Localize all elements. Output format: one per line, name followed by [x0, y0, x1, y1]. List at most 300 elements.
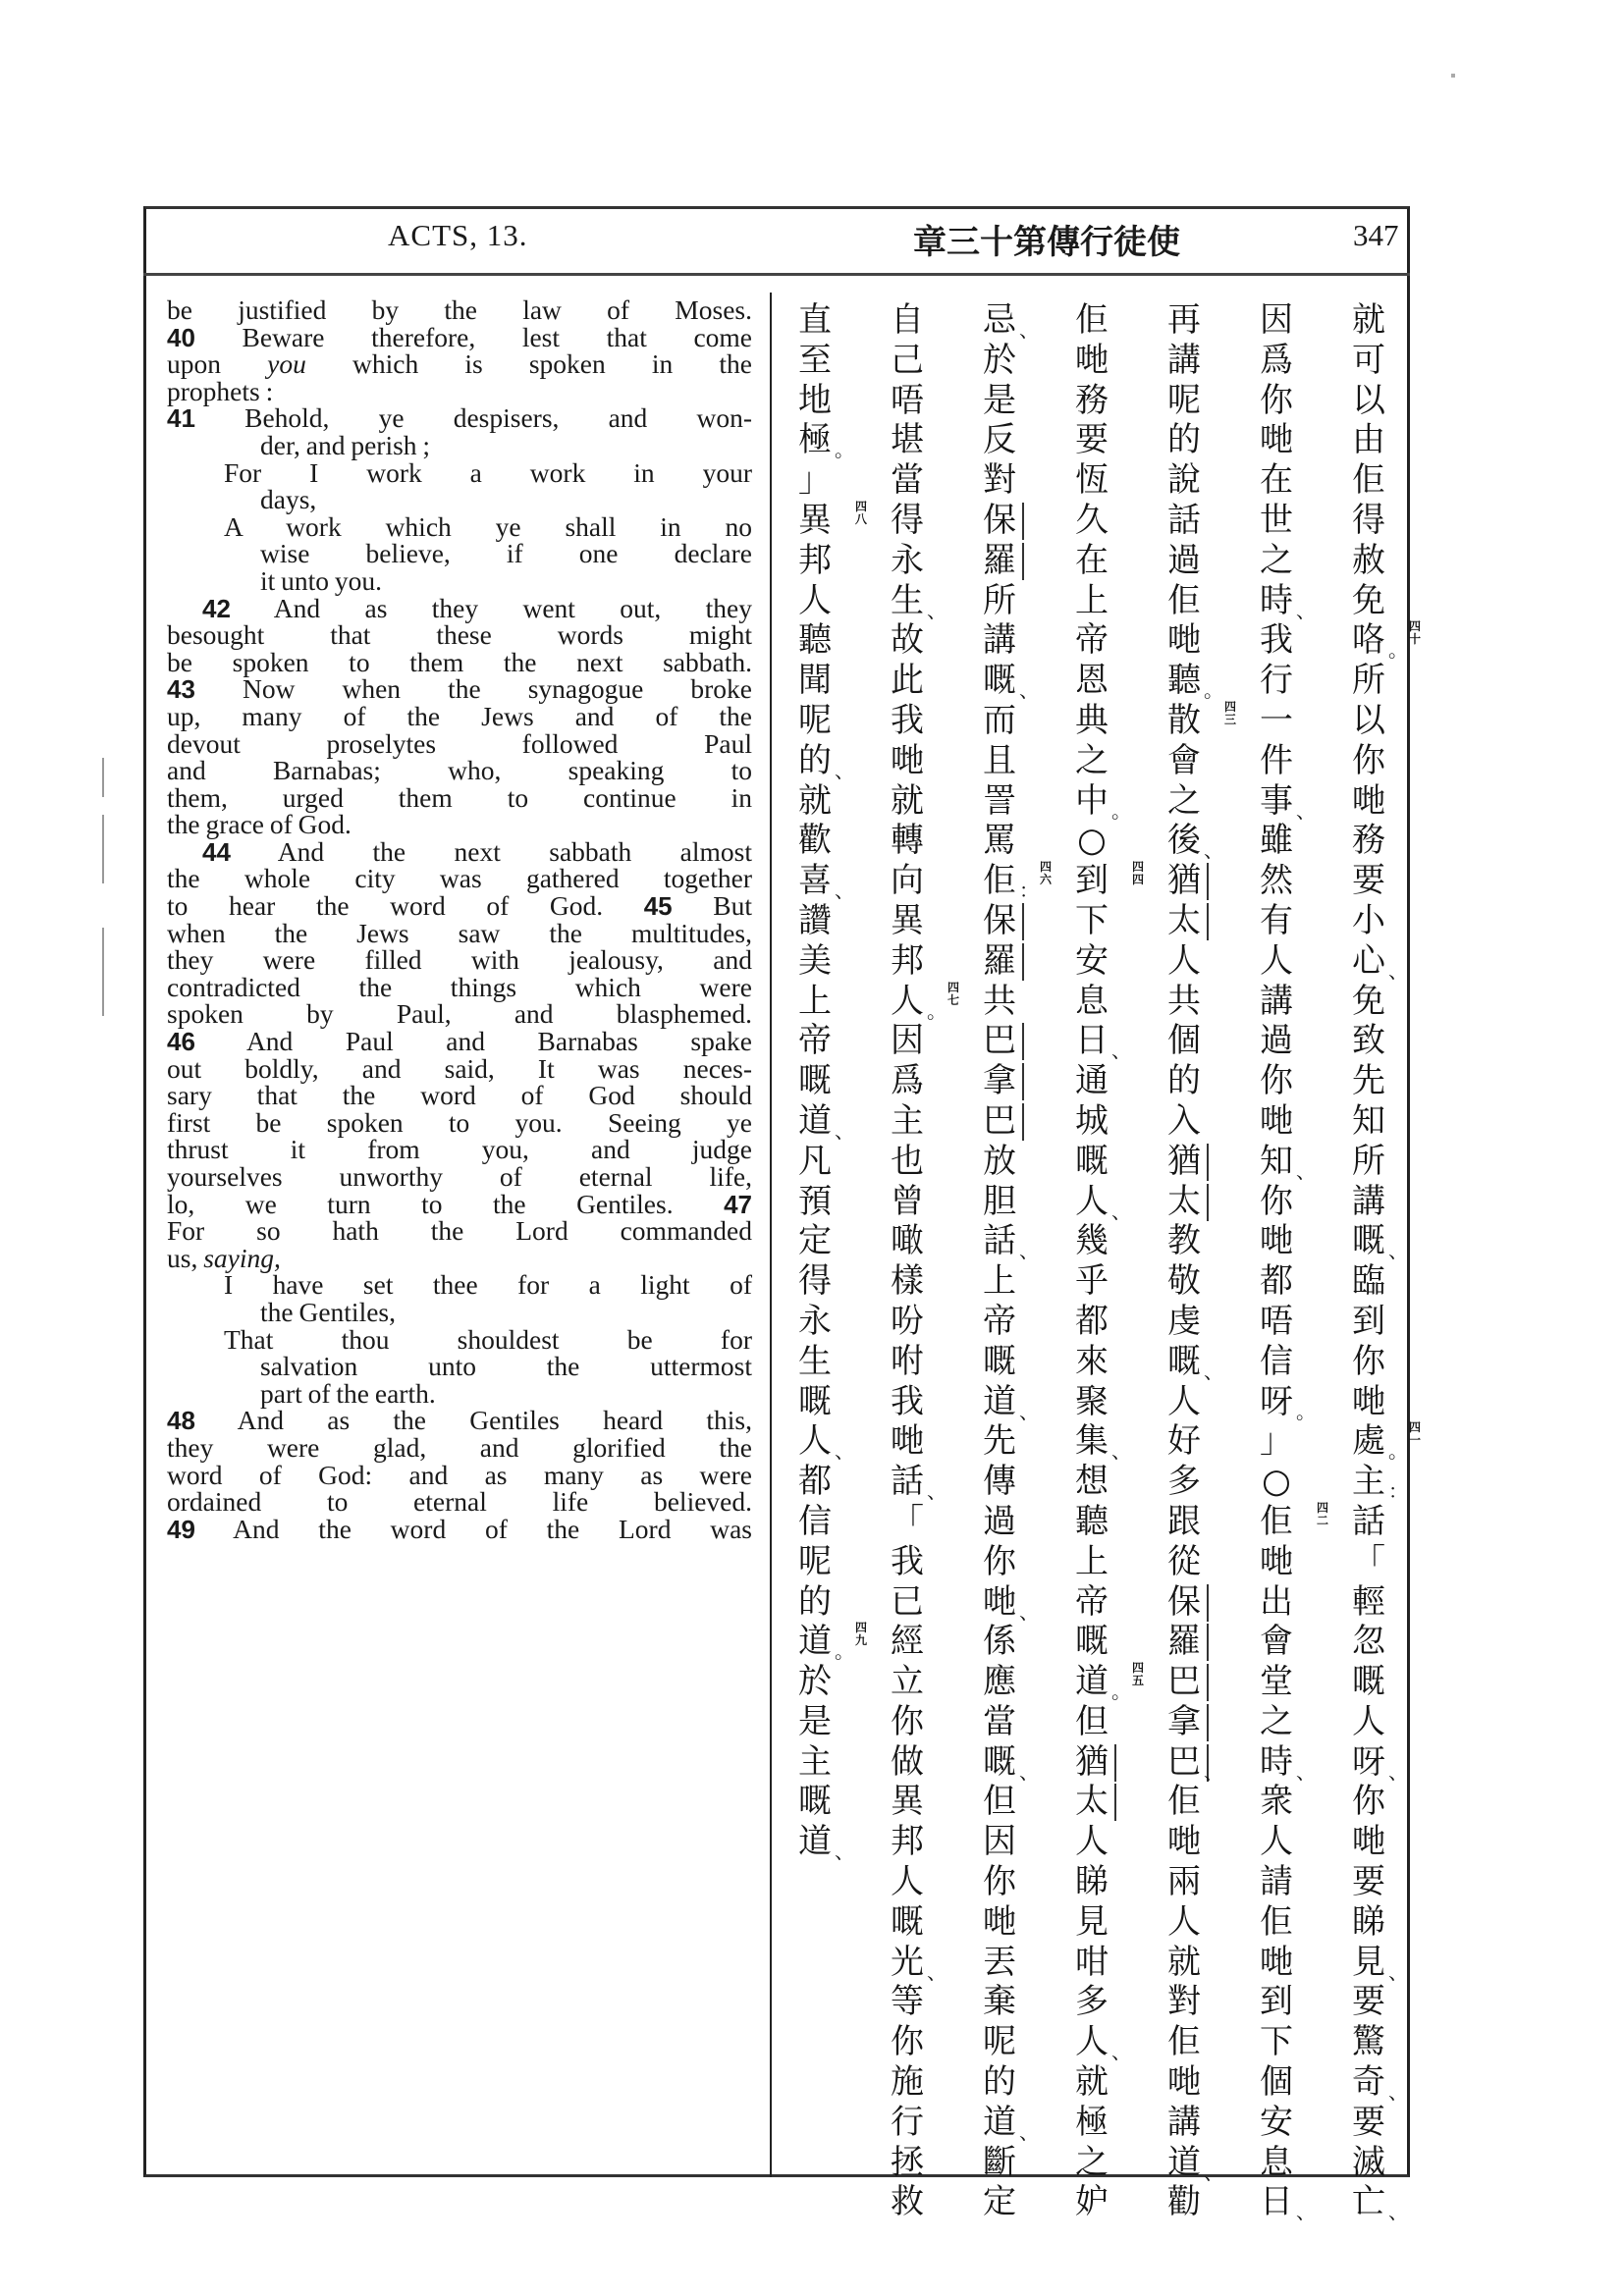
chinese-char	[1347, 1942, 1408, 1984]
chinese-char	[886, 1662, 929, 1702]
chinese-char	[793, 1462, 837, 1502]
glyph: 件	[1260, 740, 1293, 780]
text-run: first be spoken to you. Seeing ye	[167, 1106, 752, 1138]
verse-number-chinese: 四五	[1131, 1661, 1144, 1688]
chinese-char	[886, 1782, 929, 1822]
chinese-char	[1347, 619, 1421, 663]
chinese-char	[1163, 941, 1206, 982]
chinese-char	[1070, 2062, 1113, 2103]
glyph: 斷	[983, 2142, 1016, 2182]
chinese-char	[978, 2182, 1021, 2222]
chinese-char	[1347, 2182, 1408, 2224]
chinese-char	[1163, 1382, 1206, 1422]
punctuation-mark: 、	[1019, 1239, 1039, 1263]
chinese-char	[886, 741, 929, 781]
verse-number: 48	[167, 1406, 195, 1436]
chinese-char	[978, 1061, 1021, 1101]
punctuation-mark: ：	[1388, 1479, 1408, 1504]
english-line	[167, 404, 752, 432]
glyph: 上	[983, 1261, 1016, 1302]
glyph: 事	[1260, 780, 1293, 821]
chinese-char	[1163, 1341, 1223, 1383]
english-line	[167, 1513, 752, 1544]
glyph: 應	[983, 1662, 1016, 1702]
glyph: 人	[1167, 940, 1201, 981]
text-run: yourselves unworthy of eternal life,	[167, 1161, 752, 1192]
text-run: they were filled with jealousy, and	[167, 944, 752, 976]
glyph: 日	[1075, 1021, 1109, 1061]
punctuation-mark: 、	[1019, 1759, 1039, 1784]
text-run: us,	[167, 1242, 204, 1273]
glyph: 」	[798, 460, 832, 501]
glyph: 過	[983, 1501, 1016, 1541]
glyph: 來	[1075, 1341, 1109, 1381]
english-line	[167, 1459, 752, 1490]
proper-name-underline	[1207, 1584, 1209, 1622]
glyph: 妒	[1075, 2182, 1109, 2222]
chinese-char	[1255, 1542, 1298, 1582]
glyph: 轉	[891, 821, 924, 861]
chinese-column	[886, 300, 959, 2222]
chinese-char	[1347, 1542, 1390, 1582]
glyph: 丟	[983, 1942, 1016, 1982]
punctuation-mark: 、	[1388, 958, 1408, 983]
glyph: 請	[1260, 1862, 1293, 1902]
glyph: 的	[1167, 1061, 1201, 1101]
glyph: 嘅	[1167, 1341, 1201, 1381]
chinese-char	[1163, 341, 1206, 381]
glyph: 詈	[983, 780, 1016, 821]
chinese-char	[886, 2022, 929, 2062]
chinese-char	[886, 1822, 929, 1862]
margin-mark	[102, 758, 104, 797]
english-line	[167, 486, 752, 513]
glyph: 人	[798, 580, 832, 620]
chinese-char	[886, 341, 929, 381]
chinese-char	[978, 701, 1021, 741]
punctuation-mark: 、	[1388, 1239, 1408, 1263]
glyph: 太	[1075, 1782, 1109, 1822]
chinese-char	[1347, 940, 1408, 983]
glyph: 哋	[1167, 1822, 1201, 1862]
glyph: 咐	[891, 1341, 924, 1381]
chinese-char	[1347, 1261, 1390, 1302]
english-line	[167, 1136, 752, 1163]
glyph: 驚	[1352, 2022, 1385, 2062]
chinese-char	[1255, 2062, 1298, 2103]
chinese-char	[886, 2143, 929, 2183]
glyph: 永	[798, 1301, 832, 1341]
chinese-char	[1347, 861, 1390, 901]
chinese-char	[1347, 581, 1390, 621]
chinese-char	[793, 941, 837, 982]
punctuation-mark: 、	[1204, 2160, 1223, 2184]
chinese-char	[1163, 1542, 1206, 1582]
glyph: 聽	[798, 620, 832, 661]
chinese-char	[1163, 541, 1206, 581]
chinese-char	[1347, 460, 1390, 501]
chinese-char	[1347, 1342, 1390, 1382]
chinese-char	[886, 580, 947, 622]
chinese-char	[886, 1942, 947, 1984]
chinese-char	[1255, 460, 1298, 501]
chinese-char	[1163, 300, 1206, 341]
chinese-char	[886, 1101, 929, 1142]
punctuation-mark: 。	[835, 1639, 854, 1664]
glyph: 嘅	[798, 1782, 832, 1822]
verse-number-chinese: 四十	[1408, 619, 1421, 647]
glyph: 哋	[1075, 340, 1109, 380]
chinese-char	[1163, 1982, 1206, 2022]
glyph: 是	[798, 1701, 832, 1741]
chinese-char	[1255, 982, 1298, 1022]
chinese-char	[1070, 941, 1113, 982]
chinese-char	[793, 1382, 837, 1422]
verse-number: 46	[167, 1027, 195, 1057]
chinese-char	[793, 1182, 837, 1222]
chinese-char	[1347, 2062, 1408, 2105]
glyph: 人	[1167, 1381, 1201, 1421]
text-run: lo, we turn to the Gentiles.	[167, 1188, 725, 1219]
chinese-char	[1255, 1221, 1298, 1261]
glyph: 佢	[1167, 580, 1201, 620]
english-line	[167, 835, 752, 867]
chinese-char	[793, 1100, 854, 1143]
chinese-char	[793, 1782, 837, 1822]
glyph: 共	[983, 981, 1016, 1021]
chinese-char	[1070, 381, 1113, 421]
chinese-char	[1163, 1101, 1206, 1142]
glyph: 因	[891, 1021, 924, 1061]
glyph: 息	[1075, 981, 1109, 1021]
glyph: 罵	[983, 821, 1016, 861]
chinese-column	[793, 300, 867, 1864]
glyph: 的	[798, 740, 832, 780]
chinese-char	[886, 1862, 929, 1902]
glyph: 中	[1075, 780, 1109, 821]
chinese-char	[1255, 1342, 1298, 1382]
glyph: 想	[1075, 1462, 1109, 1502]
punctuation-mark: 、	[1019, 1599, 1039, 1624]
glyph: 於	[983, 340, 1016, 380]
chinese-char	[793, 982, 837, 1022]
english-line	[167, 510, 752, 542]
glyph: 免	[1352, 580, 1385, 620]
english-line	[167, 1377, 752, 1409]
chinese-char	[1347, 1382, 1390, 1422]
glyph: 嘅	[1352, 1662, 1385, 1702]
glyph: 恆	[1075, 460, 1109, 501]
chinese-char	[1347, 1101, 1390, 1142]
chinese-char	[793, 901, 837, 941]
chinese-char	[793, 1021, 837, 1061]
text-run: That thou shouldest be for	[224, 1323, 752, 1355]
chinese-char	[1255, 2143, 1298, 2183]
glyph: 嘅	[1075, 1141, 1109, 1181]
glyph: 生	[798, 1341, 832, 1381]
chinese-char	[978, 1902, 1021, 1943]
glyph: 到	[1260, 1982, 1293, 2022]
chinese-char	[1347, 1582, 1390, 1623]
chinese-char	[978, 1342, 1021, 1382]
glyph: 你	[1352, 1341, 1385, 1381]
proper-name-underline	[1207, 1704, 1209, 1741]
chinese-char	[1163, 661, 1223, 703]
chinese-char	[1255, 1822, 1298, 1862]
chinese-char	[1163, 2103, 1206, 2143]
glyph: 下	[1260, 2022, 1293, 2062]
glyph: 到	[1075, 861, 1109, 901]
text-run: devout proselytes followed Paul	[167, 727, 752, 759]
chinese-column	[978, 300, 1052, 2222]
chinese-char	[886, 1142, 929, 1182]
glyph: 當	[983, 1701, 1016, 1741]
chinese-char	[793, 1621, 867, 1664]
chinese-char	[886, 1502, 929, 1542]
glyph: 講	[1352, 1181, 1385, 1221]
chinese-char	[978, 1662, 1021, 1702]
glyph: 定	[983, 2182, 1016, 2222]
chinese-char	[1163, 1822, 1206, 1862]
verse-number: 42	[202, 593, 231, 623]
glyph: 哋	[1352, 1381, 1385, 1421]
text-run: to hear the word of God.	[167, 890, 644, 922]
chinese-char	[1070, 1061, 1113, 1101]
chinese-char	[978, 1943, 1021, 1983]
margin-mark	[102, 815, 104, 883]
chinese-char	[793, 1302, 837, 1342]
glyph: 光	[891, 1942, 924, 1982]
chinese-char	[1255, 501, 1298, 541]
glyph: 拯	[891, 2142, 924, 2182]
chinese-char	[886, 1182, 929, 1222]
glyph: 巴	[983, 1021, 1016, 1061]
glyph: 美	[798, 940, 832, 981]
chinese-char	[793, 1742, 837, 1783]
glyph: 當	[891, 460, 924, 501]
chinese-char	[1255, 1141, 1316, 1183]
chinese-char	[886, 821, 929, 861]
chinese-char	[1255, 1182, 1298, 1222]
text-run: the Gentiles,	[260, 1296, 396, 1327]
verse-number: 43	[167, 674, 195, 705]
glyph: 歡	[798, 821, 832, 861]
chinese-char	[1070, 821, 1113, 861]
chinese-char	[1255, 2103, 1298, 2143]
glyph: 共	[1167, 981, 1201, 1021]
text-run: the grace of God.	[167, 809, 352, 840]
glyph: 對	[1167, 1982, 1201, 2022]
glyph: 行	[891, 2102, 924, 2142]
verse-number-chinese: 四六	[1039, 860, 1052, 887]
glyph: 所	[1352, 661, 1385, 701]
glyph: 而	[983, 700, 1016, 740]
chinese-char	[1255, 780, 1316, 823]
chinese-char	[1163, 1421, 1206, 1462]
verse-number-chinese: 四八	[854, 499, 867, 526]
glyph: 唔	[891, 380, 924, 420]
chinese-char	[1347, 1822, 1390, 1862]
english-line	[167, 757, 752, 784]
chinese-char	[886, 941, 929, 982]
glyph: 羅	[983, 940, 1016, 981]
chinese-char	[1070, 2103, 1113, 2143]
glyph: 至	[798, 340, 832, 380]
chinese-char	[886, 381, 929, 421]
chinese-char	[793, 1061, 837, 1101]
chinese-char	[1070, 1181, 1131, 1223]
verse-number: 45	[643, 891, 673, 922]
glyph: 嘅	[1075, 1622, 1109, 1662]
english-line	[167, 621, 752, 649]
glyph: 立	[891, 1662, 924, 1702]
chinese-char	[1070, 860, 1144, 901]
glyph: 拿	[1167, 1701, 1201, 1741]
chinese-char	[978, 581, 1021, 621]
glyph: 我	[891, 1381, 924, 1421]
punctuation-mark: 。	[835, 438, 854, 462]
glyph: 虔	[1167, 1301, 1201, 1341]
chinese-char	[1163, 1902, 1206, 1943]
chinese-char	[793, 1582, 837, 1623]
punctuation-mark: 。	[1388, 1439, 1408, 1464]
text-run: they were glad, and glorified the	[167, 1431, 752, 1463]
glyph: 入	[1167, 1100, 1201, 1141]
chinese-char	[1163, 781, 1206, 822]
chinese-char	[1163, 501, 1206, 541]
chinese-char	[886, 701, 929, 741]
glyph: 教	[1167, 1221, 1201, 1261]
english-line	[167, 1217, 752, 1245]
verse-number: 44	[202, 836, 231, 867]
glyph: 亡	[1352, 2182, 1385, 2222]
chinese-char	[1163, 1741, 1223, 1784]
chinese-char	[793, 701, 837, 741]
chinese-char	[1347, 420, 1390, 460]
chinese-char	[793, 499, 867, 541]
glyph: 主	[891, 1100, 924, 1141]
glyph: 先	[983, 1421, 1016, 1462]
chinese-char	[886, 300, 929, 341]
punctuation-mark: ：	[1019, 879, 1039, 903]
english-line	[167, 1488, 752, 1516]
glyph: 爲	[891, 1061, 924, 1101]
proper-name-underline	[1114, 1784, 1116, 1821]
glyph: 喜	[798, 861, 832, 901]
chinese-char	[1163, 1943, 1206, 1983]
english-line	[167, 1052, 752, 1084]
english-line	[167, 1000, 752, 1028]
chinese-char	[1163, 1702, 1206, 1742]
chinese-char	[1070, 661, 1113, 701]
chinese-char	[978, 2062, 1021, 2103]
punctuation-mark: 、	[1388, 2080, 1408, 2105]
text-run: Behold, ye despisers, and won-	[194, 402, 752, 434]
punctuation-mark: 、	[1388, 2200, 1408, 2224]
chinese-char	[1347, 1862, 1390, 1902]
chinese-char	[1070, 2143, 1113, 2183]
english-line	[167, 675, 752, 703]
glyph: 哋	[1260, 1942, 1293, 1982]
chinese-char	[886, 501, 929, 541]
chinese-char	[793, 341, 837, 381]
glyph: 經	[891, 1622, 924, 1662]
punctuation-mark: 、	[927, 598, 947, 622]
chinese-char	[1255, 1622, 1298, 1662]
chinese-char	[978, 1302, 1021, 1342]
chinese-char	[1347, 1420, 1421, 1464]
text-run: days,	[260, 484, 317, 515]
chinese-char	[978, 1462, 1021, 1502]
glyph: 放	[983, 1141, 1016, 1181]
verse-number: 49	[167, 1514, 195, 1544]
glyph: 佢	[1075, 300, 1109, 340]
glyph: 嘅	[798, 1381, 832, 1421]
chinese-char	[1070, 460, 1113, 501]
glyph: 的	[983, 2062, 1016, 2103]
text-run: it unto you.	[260, 564, 383, 596]
chinese-char	[1255, 1381, 1316, 1423]
chinese-char	[1070, 780, 1131, 823]
glyph: 曾	[891, 1181, 924, 1221]
text-run: which is spoken in the	[305, 348, 752, 380]
text-run: be justified by the law of Moses.	[167, 294, 752, 325]
chinese-char	[793, 581, 837, 621]
glyph: 人	[1075, 1181, 1109, 1221]
glyph: 巴	[1167, 1741, 1201, 1782]
chinese-char	[1070, 300, 1113, 341]
chinese-char	[978, 821, 1021, 861]
chinese-char	[1070, 1702, 1113, 1742]
text-run: prophets :	[167, 375, 274, 406]
glyph: 咯	[1352, 620, 1385, 661]
text-run: And Paul and Barnabas spake	[194, 1026, 752, 1057]
proper-name-underline	[1207, 1184, 1209, 1221]
glyph: 猶	[1075, 1741, 1109, 1782]
glyph: 赦	[1352, 540, 1385, 580]
chinese-char	[978, 541, 1021, 581]
chinese-char	[793, 420, 854, 462]
chinese-char	[1163, 2142, 1223, 2184]
english-text-column	[167, 296, 752, 1542]
chinese-char	[1163, 861, 1206, 901]
glyph: 哋	[1260, 420, 1293, 460]
chinese-char	[1070, 1101, 1113, 1142]
text-run: And as they went out, they	[230, 592, 752, 623]
glyph: 的	[798, 1581, 832, 1622]
text-run: ordained to eternal life believed.	[167, 1486, 752, 1518]
glyph: 上	[1075, 580, 1109, 620]
punctuation-mark: 、	[835, 1118, 854, 1143]
chinese-char	[793, 1822, 854, 1864]
chinese-char	[886, 1622, 929, 1662]
italic-text: saying,	[203, 1242, 281, 1273]
chinese-char	[1255, 1500, 1328, 1542]
chinese-char	[1347, 541, 1390, 581]
chinese-char	[793, 1662, 837, 1702]
chinese-char	[1255, 701, 1298, 741]
proper-name-underline	[1207, 903, 1209, 940]
chinese-char	[1070, 1902, 1113, 1943]
english-line	[167, 296, 752, 324]
glyph: 之	[1075, 2142, 1109, 2182]
glyph: 務	[1352, 821, 1385, 861]
glyph: 聞	[798, 661, 832, 701]
glyph: 異	[798, 500, 832, 540]
chinese-char	[886, 1462, 947, 1504]
english-line	[167, 1028, 752, 1055]
glyph: 你	[891, 1701, 924, 1741]
